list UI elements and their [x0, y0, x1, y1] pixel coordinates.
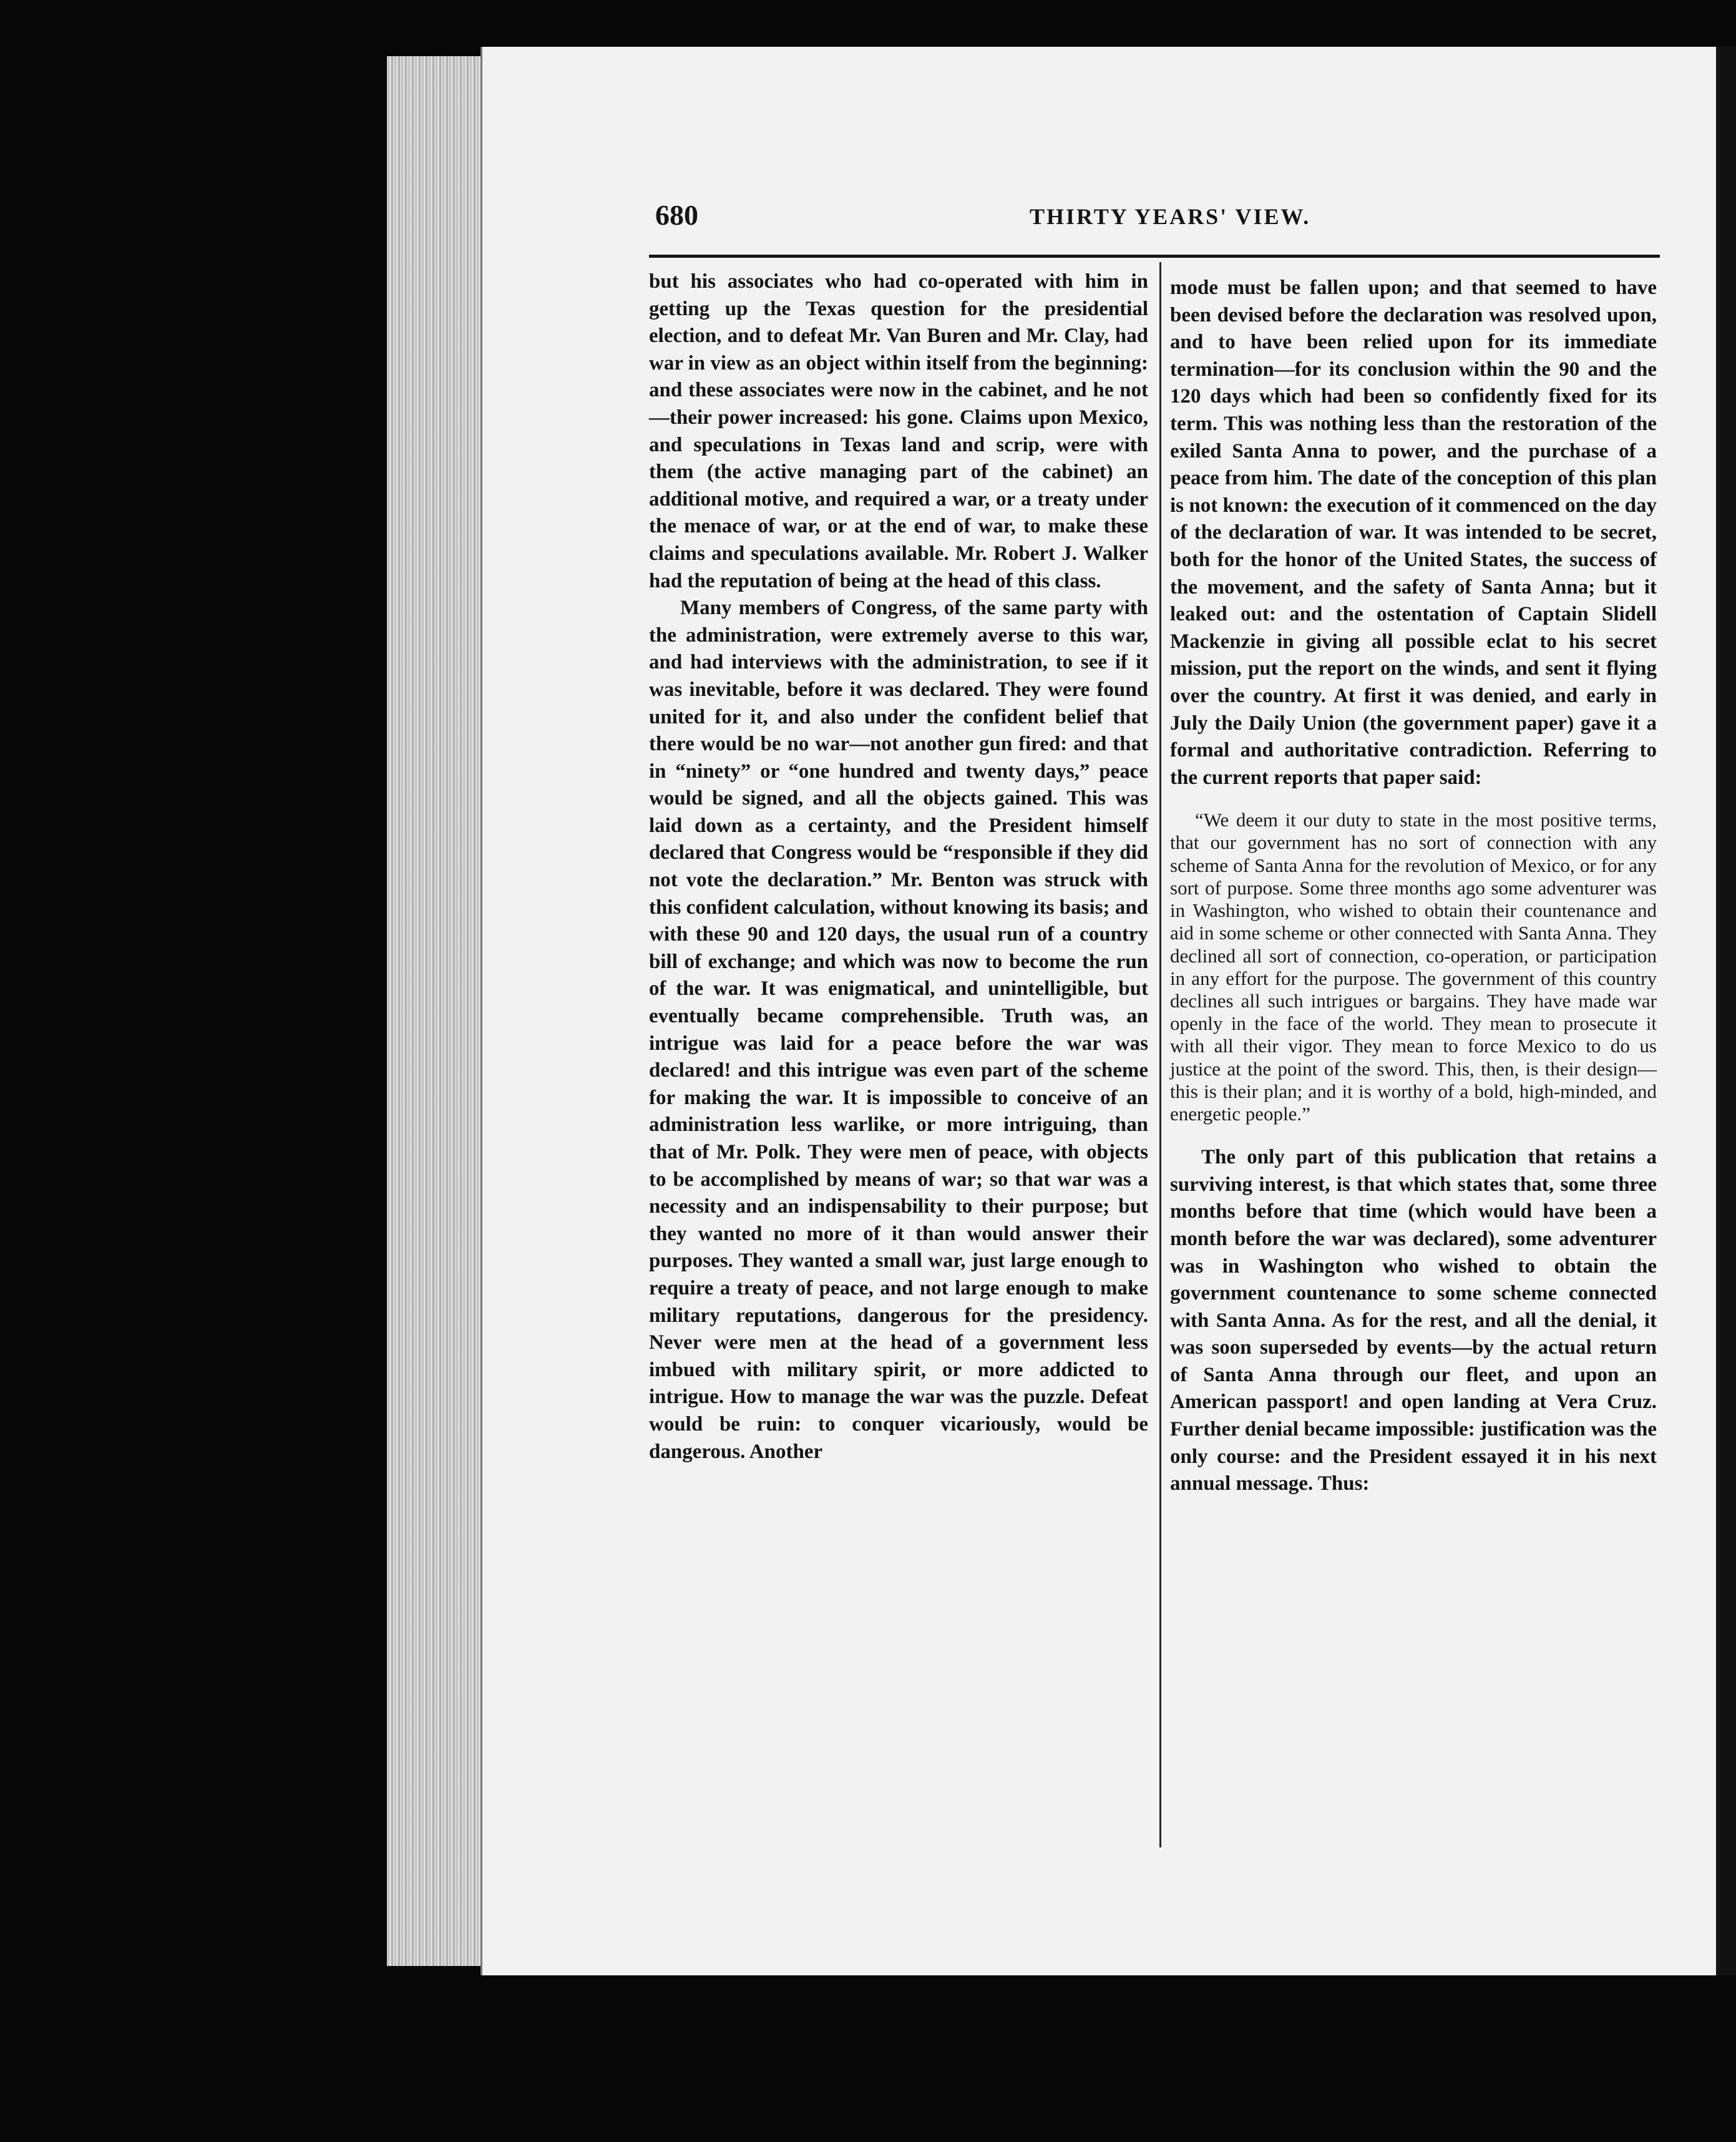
block-quote: “We deem it our duty to state in the most positive terms, that our government has no sort of connection with any scheme of Santa Anna for the revolution of Mexico, or for any sort of purpose. Some three months ago some adventurer was in Washington, who wished to obtain their countenance and aid in some scheme or other connected with Santa Anna. They declined all sort of connection, co-operation, or participation in any effort for the purpose. The government of this country declines all such intrigues or bargains. They have made war openly in the face of the world. They mean to prosecute it with all their vigor. They mean to force Mexico to do us justice at the point of the sword. This, then, is their design—this is their plan; and it is worthy of a bold, high-minded, and energetic people.”	[1170, 809, 1657, 1125]
paragraph: The only part of this publication that retains a surviving interest, is that which states that, some three months before that time (which would have been a month before the war was declared), some adventurer was in Washington who wished to obtain the government countenance to some scheme connected with Santa Anna. As for the rest, and all the denial, it was soon superseded by events—by the actual return of Santa Anna through our fleet, and upon an American passport! and open landing at Vera Cruz. Further denial became impossible: justification was the only course: and the President essayed it in his next annual message. Thus:	[1170, 1146, 1657, 1495]
paragraph: mode must be fallen upon; and that seemed to have been devised before the declaration was resolved upon, and to have been relied upon for its immediate termination—for its conclusion within the 90 and the 120 days which had been so confidently fixed for its term. This was nothing less than the restoration of the exiled Santa Anna to power, and the purchase of a peace from him. The date of the conception of this plan is not known: the execution of it commenced on the day of the declaration of war. It was intended to be secret, both for the honor of the United States, the success of the movement, and the safety of Santa Anna; but it leaked out: and the ostentation of Captain Slidell Mackenzie in giving all possible eclat to his secret mission, put the report on the winds, and sent it flying over the country. At first it was denied, and early in July the Daily Union (the government paper) gave it a formal and authoritative contradiction. Referring to the current reports that paper said:	[1170, 276, 1657, 789]
book-page-edges	[387, 56, 483, 1966]
page-number: 680	[655, 199, 698, 231]
right-column	[1170, 275, 1657, 1498]
left-column	[649, 268, 1148, 1465]
header-rule	[649, 255, 1660, 258]
column-divider	[1159, 262, 1161, 1847]
page-header	[655, 198, 1660, 242]
paragraph: but his associates who had co-operated with him in getting up the Texas question for the presidential election, and to defeat Mr. Van Buren and Mr. Clay, had war in view as an object within itself from the beginning: and these associates were now in the cabinet, and he not —their power increased: his gone. Claims upon Mexico, and speculations in Texas land and scrip, were with them (the active managing part of the cabinet) an additional motive, and required a war, or a treaty under the menace of war, or at the end of war, to make these claims and speculations available. Mr. Robert J. Walker had the reputation of being at the head of this class.	[649, 270, 1148, 592]
scan-border	[1716, 47, 1736, 1975]
running-title: THIRTY YEARS' VIEW.	[1030, 204, 1311, 229]
paragraph: Many members of Congress, of the same party with the administration, were extremely averse to this war, and had interviews with the administration, to see if it was inevitable, before it was declared. They were found united for it, and also under the confident belief that there would be no war—not another gun fired: and that in “ninety” or “one hundred and twenty days,” peace would be signed, and all the objects gained. This was laid down as a certainty, and the President himself declared that Congress would be “responsible if they did not vote the declaration.” Mr. Benton was struck with this confident calculation, without knowing its basis; and with these 90 and 120 days, the usual run of a country bill of exchange; and which was now to become the run of the war. It was enigmatical, and unintelligible, but eventually became comprehensible. Truth was, an intrigue was laid for a peace before the war was declared! and this intrigue was even part of the scheme for making the war. It is impossible to conceive of an administration less warlike, or more intriguing, than that of Mr. Polk. They were men of peace, with objects to be accomplished by means of war; so that war was a necessity and an indispensability to their purpose; but they wanted no more of it than would answer their purposes. They wanted a small war, just large enough to require a treaty of peace, and not large enough to make military reputations, dangerous for the presidency. Never were men at the head of a government less imbued with military spirit, or more addicted to intrigue. How to manage the war was the puzzle. Defeat would be ruin: to conquer vicariously, would be dangerous. Another	[649, 597, 1148, 1463]
